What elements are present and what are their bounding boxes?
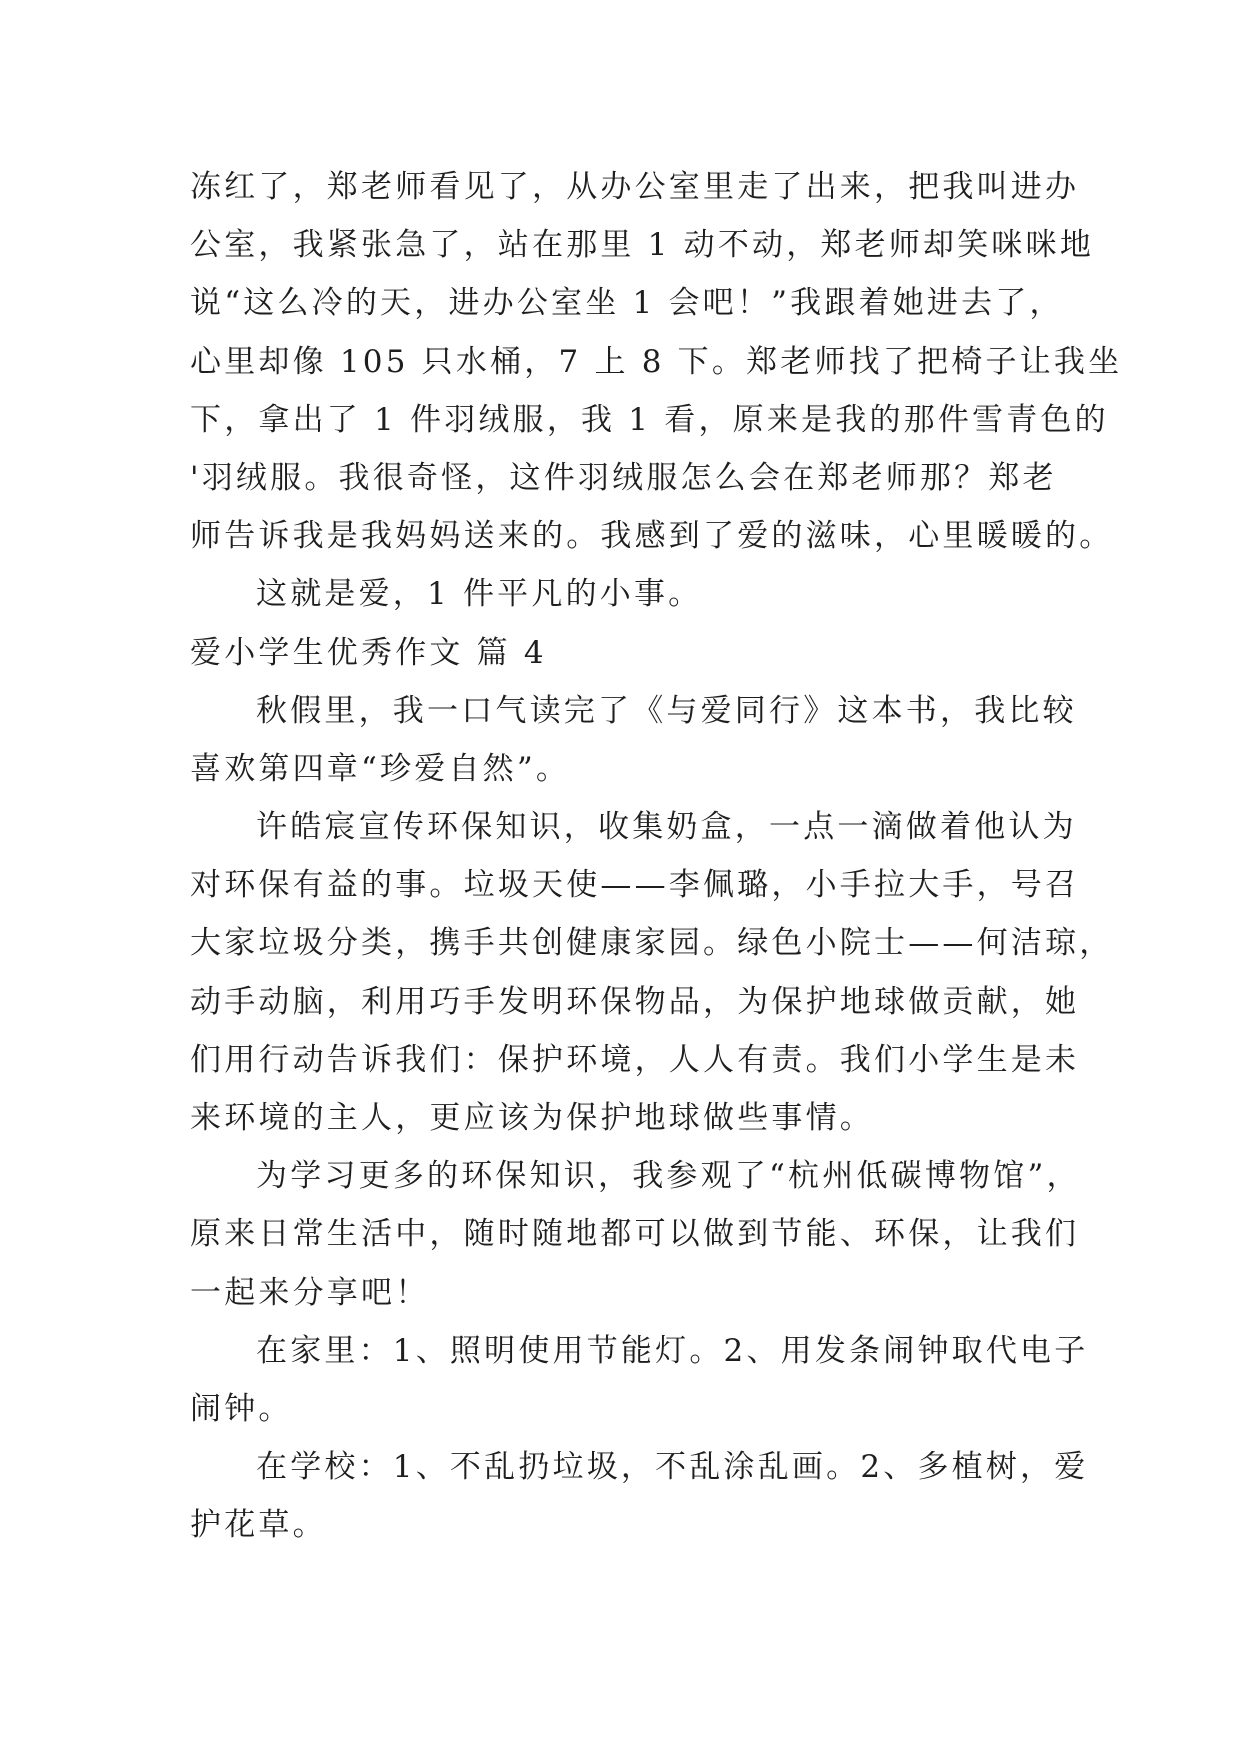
text-line: 在家里：1、照明使用节能灯。2、用发条闹钟取代电子 [256, 1332, 1089, 1369]
text-line: 下，拿出了 1 件羽绒服，我 1 看，原来是我的那件雪青色的 [190, 401, 1109, 438]
text-line: 大家垃圾分类，携手共创健康家园。绿色小院士——何洁琼， [190, 925, 1114, 962]
text-line: 冻红了，郑老师看见了，从办公室里走了出来，把我叫进办 [190, 169, 1080, 205]
text-line: 说“这么冷的天，进办公室坐 1 会吧！”我跟着她进去了， [190, 285, 1064, 322]
text-line: 护花草。 [190, 1507, 327, 1544]
text-line: 为学习更多的环保知识，我参观了“杭州低碳博物馆”， [256, 1158, 1081, 1195]
text-line: 这就是爱，1 件平凡的小事。 [256, 576, 703, 613]
text-line: 原来日常生活中，随时随地都可以做到节能、环保，让我们 [190, 1216, 1080, 1253]
text-line: 们用行动告诉我们：保护环境，人人有责。我们小学生是未 [190, 1041, 1080, 1078]
text-line: 一起来分享吧！ [190, 1274, 430, 1311]
text-line: 师告诉我是我妈妈送来的。我感到了爱的滋味，心里暖暖的。 [190, 518, 1114, 555]
text-line: 喜欢第四章“珍爱自然”。 [190, 750, 571, 787]
text-line: 在学校：1、不乱扔垃圾，不乱涂乱画。2、多植树，爱 [256, 1449, 1089, 1486]
section-heading: 爱小学生优秀作文 篇 4 [190, 634, 547, 671]
text-line: 秋假里，我一口气读完了《与爱同行》这本书，我比较 [256, 692, 1077, 729]
text-line: 动手动脑，利用巧手发明环保物品，为保护地球做贡献，她 [190, 983, 1080, 1020]
text-line: 许皓宸宣传环保知识，收集奶盒，一点一滴做着他认为 [256, 809, 1077, 846]
essay-body [190, 158, 1123, 1555]
text-line: 来环境的主人，更应该为保护地球做些事情。 [190, 1100, 874, 1136]
text-line: 闹钟。 [190, 1390, 293, 1427]
text-line: '羽绒服。我很奇怪，这件羽绒服怎么会在郑老师那？郑老 [190, 459, 1057, 496]
text-line: 心里却像 105 只水桶，7 上 8 下。郑老师找了把椅子让我坐 [190, 343, 1123, 380]
text-line: 对环保有益的事。垃圾天使——李佩璐，小手拉大手，号召 [190, 867, 1080, 904]
text-line: 公室，我紧张急了，站在那里 1 动不动，郑老师却笑咪咪地 [190, 227, 1095, 264]
